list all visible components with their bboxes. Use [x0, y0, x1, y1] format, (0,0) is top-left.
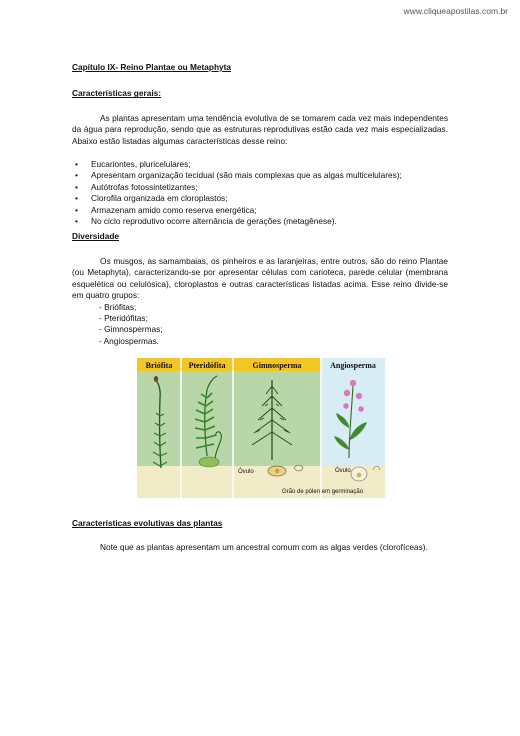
- list-item: • Apresentam organização tecidual (são mais complexas que as algas multicelulares);: [72, 170, 448, 181]
- panel-title-pteridofita: Pteridófita: [188, 361, 226, 370]
- angiosperm-panel: [321, 358, 385, 466]
- list-item: • Clorofila organizada em cloroplastos;: [72, 193, 448, 204]
- list-item: • Armazenam amido como reserva energética;: [72, 205, 448, 216]
- site-watermark: www.cliqueapostilas.com.br: [403, 6, 508, 16]
- section-paragraph-general: As plantas apresentam uma tendência evolutiva de se tornarem cada vez mais independentes da água para reprodução, sendo que as estruturas reprodutivas estão cada vez mais especializadas. Abaixo estão listadas algumas características desse reino:: [72, 112, 448, 146]
- section-heading-diversity: Diversidade: [72, 231, 120, 242]
- group-list: [72, 302, 448, 348]
- panel-title-angiosperma: Angiosperma: [330, 361, 376, 370]
- list-item: - Briófitas;: [99, 301, 137, 312]
- list-item: • Autótrofas fotossintetizantes;: [72, 182, 448, 193]
- section-heading-general: Características gerais:: [72, 88, 162, 99]
- list-item: • Eucariontes, pluricelulares;: [72, 159, 448, 170]
- panel-title-gimnosperma: Gimnosperma: [252, 361, 302, 370]
- section-heading-evolutionary: Características evolutivas das plantas: [72, 518, 223, 528]
- section-paragraph-evolutionary: Note que as plantas apresentam um ancestral comum com as algas verdes (clorofíceas).: [100, 542, 428, 553]
- label-ovulo-right: Óvulo: [335, 468, 351, 474]
- list-item: - Pteridófitas;: [99, 312, 148, 323]
- characteristics-list: [72, 159, 448, 227]
- section-paragraph-diversity: Os musgos, as samambaias, os pinheiros e as laranjeiras, entre outros, são do reino Plantae (ou Metaphyta), caracterizando-se por apresentar células com carioteca, parede celular (membrana esquelética ou celulósica), cloroplastos e outras características listadas acima. Esse reino divide-se em quatro grupos:: [72, 255, 448, 301]
- panel-title-briofita: Briófita: [145, 361, 173, 370]
- list-item: • No ciclo reprodutivo ocorre alternância de gerações (metagênese).: [72, 216, 448, 227]
- plant-groups-figure: [137, 358, 385, 498]
- document-body: [72, 62, 448, 347]
- label-pollen-germination: Grão de pólen em germinação: [282, 489, 364, 495]
- list-item: - Gimnospermas;: [99, 324, 163, 335]
- chapter-title: Capítulo IX- Reino Plantae ou Metaphyta: [72, 62, 232, 72]
- list-item: - Angiospermas.: [99, 335, 159, 346]
- document-body-continued: [72, 518, 448, 554]
- label-ovulo-left: Óvulo: [238, 469, 254, 475]
